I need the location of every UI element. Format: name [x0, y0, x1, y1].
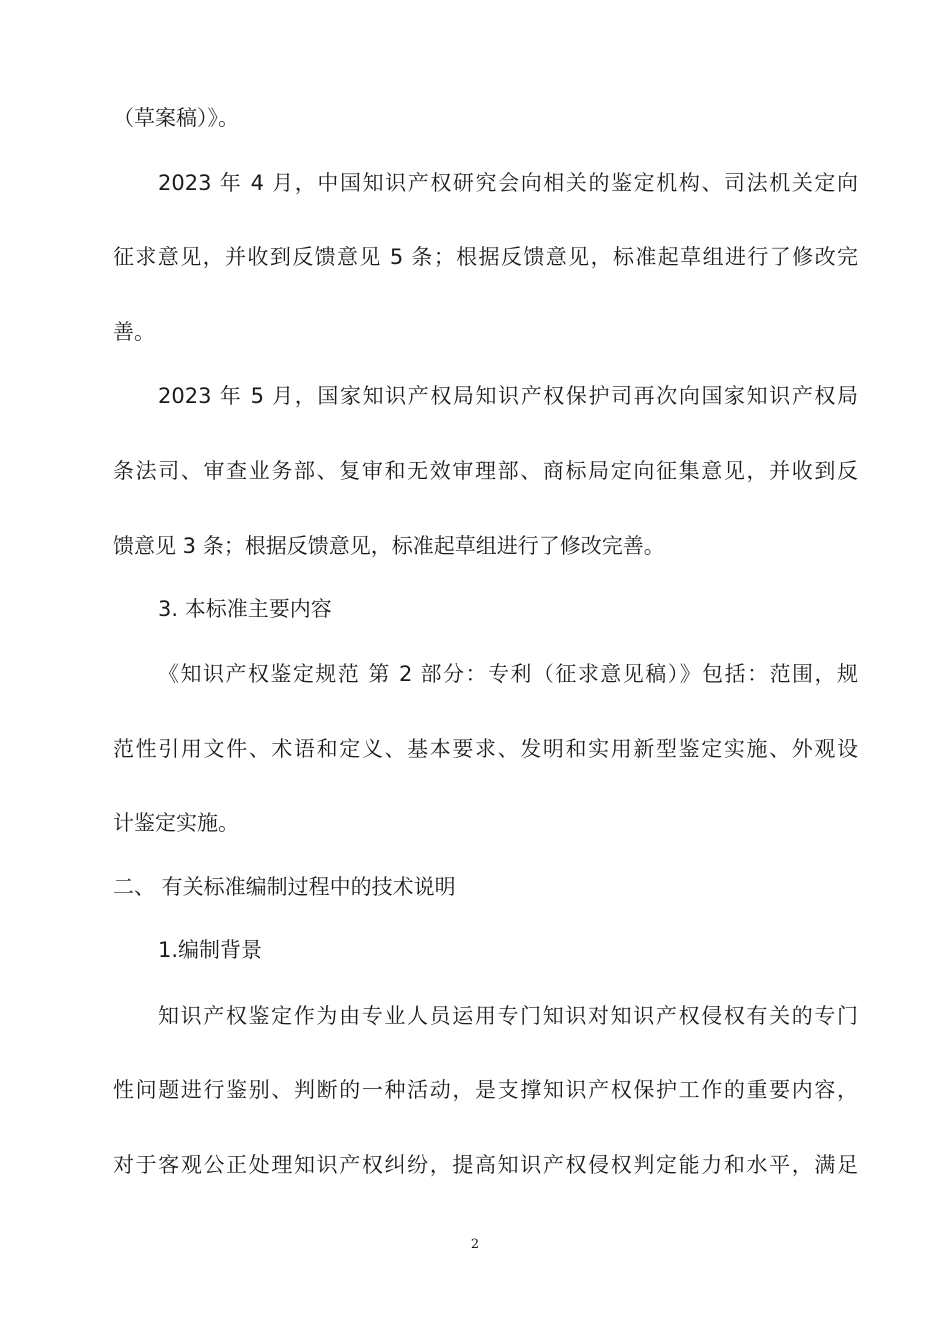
paragraph-april-line-3: 善。 — [113, 320, 155, 344]
page-number: 2 — [470, 1237, 480, 1252]
paragraph-may-line-3: 馈意见 3 条；根据反馈意见，标准起草组进行了修改完善。 — [113, 534, 665, 558]
section-heading-main-content: 3. 本标准主要内容 — [158, 597, 332, 621]
paragraph-content-line-1: 《知识产权鉴定规范 第 2 部分：专利（征求意见稿）》包括：范围，规 — [158, 662, 858, 686]
paragraph-may-line-1: 2023 年 5 月，国家知识产权局知识产权保护司再次向国家知识产权局 — [158, 384, 858, 408]
paragraph-background-line-2: 性问题进行鉴别、判断的一种活动，是支撑知识产权保护工作的重要内容， — [113, 1078, 858, 1102]
paragraph-background-line-3: 对于客观公正处理知识产权纠纷，提高知识产权侵权判定能力和水平，满足 — [113, 1153, 858, 1177]
section-heading-background: 1.编制背景 — [158, 938, 263, 962]
chapter-heading-technical-notes: 二、 有关标准编制过程中的技术说明 — [113, 875, 456, 899]
paragraph-content-line-2: 范性引用文件、术语和定义、基本要求、发明和实用新型鉴定实施、外观设 — [113, 737, 858, 761]
paragraph-continuation-line: （草案稿）》。 — [113, 106, 239, 130]
paragraph-content-line-3: 计鉴定实施。 — [113, 811, 239, 835]
paragraph-april-line-2: 征求意见，并收到反馈意见 5 条；根据反馈意见，标准起草组进行了修改完 — [113, 245, 858, 269]
paragraph-may-line-2: 条法司、审查业务部、复审和无效审理部、商标局定向征集意见，并收到反 — [113, 459, 858, 483]
paragraph-april-line-1: 2023 年 4 月，中国知识产权研究会向相关的鉴定机构、司法机关定向 — [158, 171, 858, 195]
paragraph-background-line-1: 知识产权鉴定作为由专业人员运用专门知识对知识产权侵权有关的专门 — [158, 1004, 858, 1028]
